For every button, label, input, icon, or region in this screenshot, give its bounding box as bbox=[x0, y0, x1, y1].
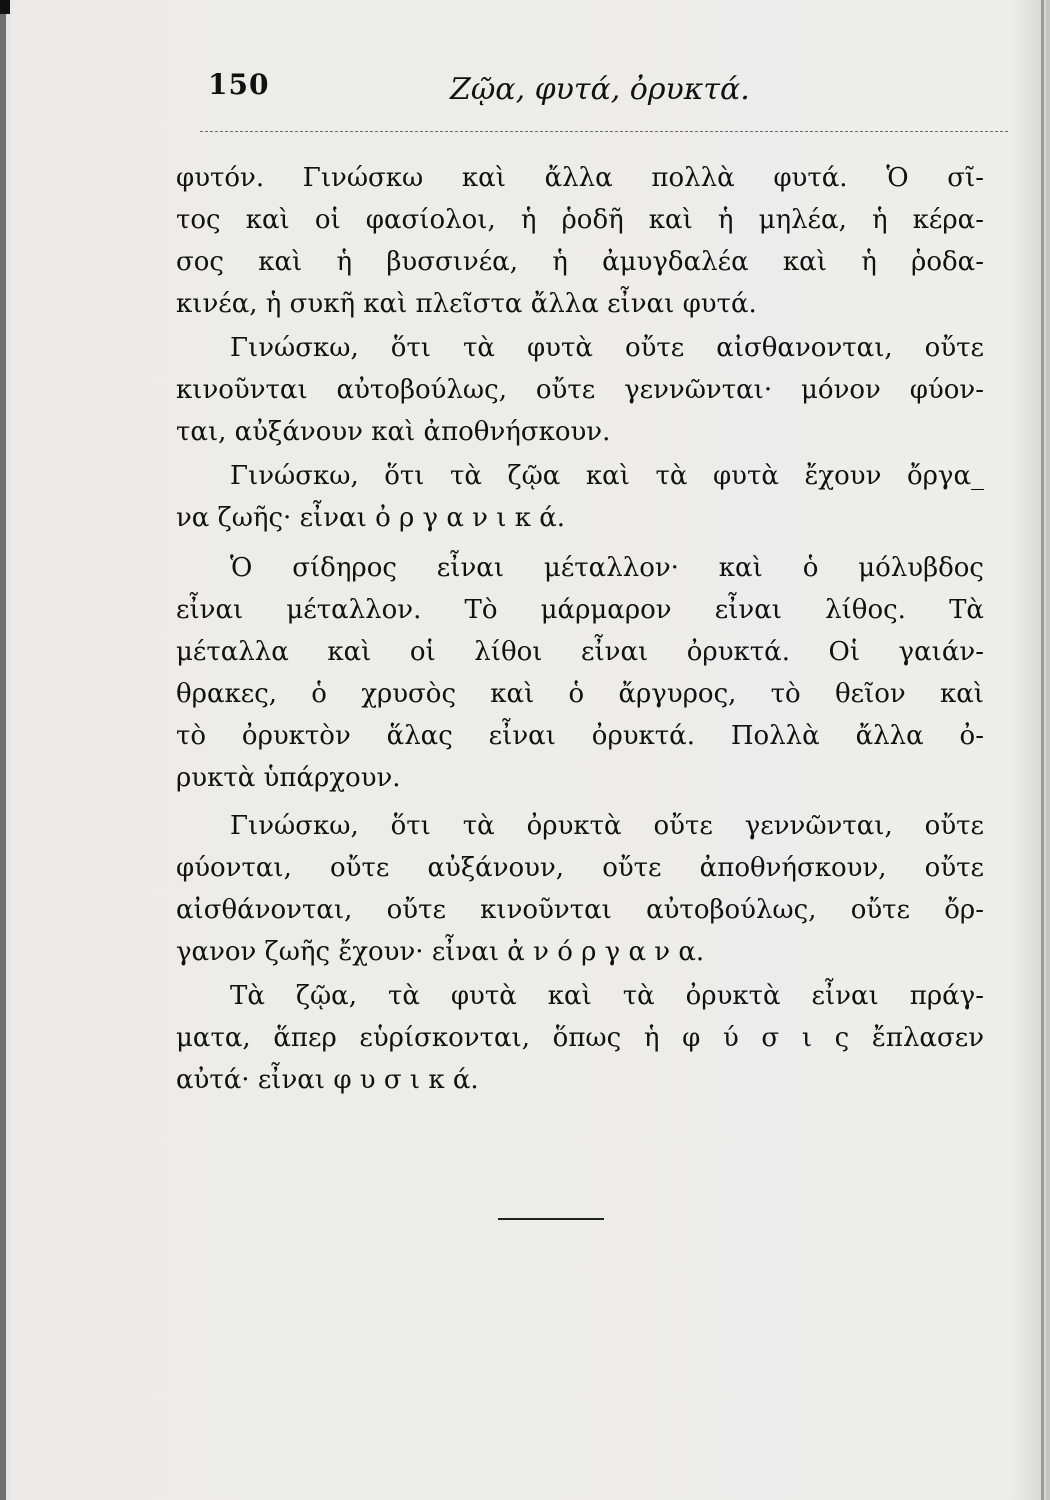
text-line: κινέα, ἡ συκῆ καὶ πλεῖστα ἄλλα εἶναι φυτά. bbox=[176, 289, 757, 319]
page-header bbox=[0, 58, 1050, 118]
text-line: κινοῦνται αὐτοβούλως, οὔτε γεννῶνται· μόνον φύον- bbox=[176, 375, 984, 405]
text-line: τος καὶ οἱ φασίολοι, ἡ ῥοδῆ καὶ ἡ μηλέα, ἡ κέρα- bbox=[176, 205, 984, 235]
text-line: ματα, ἅπερ εὑρίσκονται, ὅπως ἡ φ ύ σ ι ς ἔπλασεν bbox=[176, 1023, 984, 1053]
text-line: Τὰ ζῷα, τὰ φυτὰ καὶ τὰ ὀρυκτὰ εἶναι πράγ- bbox=[230, 981, 984, 1011]
text-line: ρυκτὰ ὑπάρχουν. bbox=[176, 763, 401, 793]
header-rule bbox=[200, 131, 1008, 132]
text-line: μέταλλα καὶ οἱ λίθοι εἶναι ὀρυκτά. Οἱ γαιάν- bbox=[176, 637, 984, 667]
text-line: σος καὶ ἡ βυσσινέα, ἡ ἀμυγδαλέα καὶ ἡ ῥοδα- bbox=[176, 247, 984, 277]
text-line: αἰσθάνονται, οὔτε κινοῦνται αὐτοβούλως, οὔτε ὄρ- bbox=[176, 895, 984, 925]
text-line: φύονται, οὔτε αὐξάνουν, οὔτε ἀποθνήσκουν, οὔτε bbox=[176, 853, 984, 883]
text-line: Γινώσκω, ὅτι τὰ ζῷα καὶ τὰ φυτὰ ἔχουν ὄργα_ bbox=[230, 461, 984, 491]
text-line: αὐτά· εἶναι φ υ σ ι κ ά. bbox=[176, 1065, 479, 1095]
text-line: εἶναι μέταλλον. Τὸ μάρμαρον εἶναι λίθος. Τὰ bbox=[176, 595, 984, 625]
section-end-rule bbox=[498, 1218, 604, 1220]
text-line: γανον ζωῆς ἔχουν· εἶναι ἀ ν ό ρ γ α ν α. bbox=[176, 937, 705, 967]
page-number: 150 bbox=[208, 68, 270, 101]
text-line: θρακες, ὁ χρυσὸς καὶ ὁ ἄργυρος, τὸ θεῖον καὶ bbox=[176, 679, 984, 709]
text-line: Ὁ σίδηρος εἶναι μέταλλον· καὶ ὁ μόλυβδος bbox=[230, 553, 984, 583]
text-line: Γινώσκω, ὅτι τὰ ὀρυκτὰ οὔτε γεννῶνται, οὔτε bbox=[230, 811, 984, 841]
text-line: τὸ ὀρυκτὸν ἅλας εἶναι ὀρυκτά. Πολλὰ ἄλλα ὀ- bbox=[176, 721, 984, 751]
text-line: ται, αὐξάνουν καὶ ἀποθνήσκουν. bbox=[176, 417, 611, 447]
page-right-margin bbox=[1046, 0, 1050, 1500]
text-line: να ζωῆς· εἶναι ὀ ρ γ α ν ι κ ά. bbox=[176, 503, 566, 533]
page-left-edge bbox=[0, 0, 6, 1500]
running-title: Ζῷα, φυτά, ὀρυκτά. bbox=[450, 72, 750, 107]
text-line: Γινώσκω, ὅτι τὰ φυτὰ οὔτε αἰσθανονται, οὔτε bbox=[230, 333, 984, 363]
page-right-edge bbox=[1041, 0, 1044, 1500]
scan-corner-mark bbox=[0, 0, 10, 14]
text-line: φυτόν. Γινώσκω καὶ ἄλλα πολλὰ φυτά. Ὁ σῖ- bbox=[176, 163, 984, 193]
